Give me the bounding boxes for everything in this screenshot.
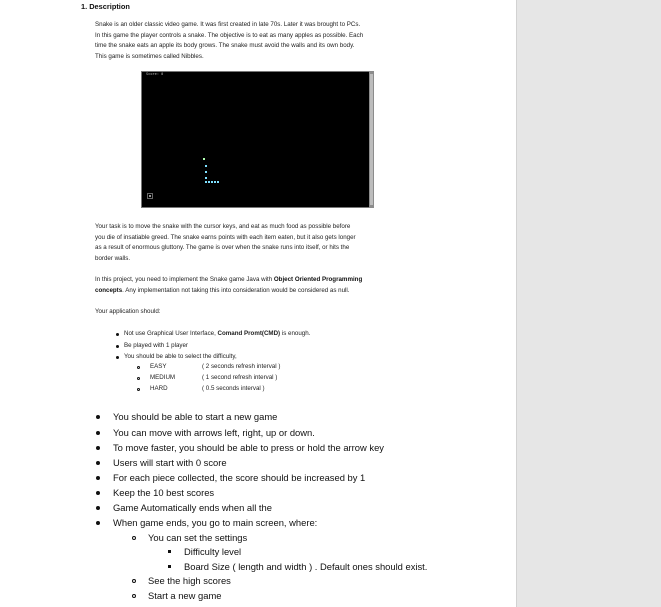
- square-bullet-icon: [168, 565, 171, 568]
- snake-segment: [205, 181, 207, 183]
- difficulty-label: EASY: [150, 363, 167, 370]
- bullet-icon: [96, 521, 100, 525]
- requirement-item: Be played with 1 player: [124, 342, 188, 349]
- bullet-icon: [96, 461, 100, 465]
- circle-bullet-icon: [132, 594, 136, 598]
- section-heading: 1. Description: [81, 2, 130, 11]
- project-bold: Object Oriented Programming: [273, 276, 363, 283]
- requirement-item: [124, 328, 310, 339]
- intro-line-4: This game is sometimes called Nibbles.: [95, 52, 204, 60]
- circle-bullet-icon: [137, 366, 140, 369]
- square-bullet-icon: [168, 550, 171, 553]
- difficulty-value: ( 0.5 seconds interval ): [202, 385, 265, 392]
- project-line-2: [95, 286, 350, 297]
- food-dot: [149, 195, 151, 197]
- difficulty-label: HARD: [150, 385, 168, 392]
- feature-item: Users will start with 0 score: [113, 457, 227, 468]
- project-bold-2: concepts: [95, 286, 123, 294]
- intro-line-3: time the snake eats an apple its body grows. The snake must avoid the walls and its own body.: [95, 42, 355, 49]
- snake-segment: [211, 181, 213, 183]
- bullet-icon: [96, 476, 100, 480]
- snake-game-screenshot: [141, 71, 374, 208]
- bullet-icon: [116, 345, 119, 348]
- circle-bullet-icon: [132, 536, 136, 540]
- feature-item: When game ends, you go to main screen, where:: [113, 517, 318, 528]
- requirement-bold: Comand Promt(CMD): [217, 330, 281, 337]
- task-line-4: border walls.: [95, 254, 131, 262]
- difficulty-value: ( 1 second refresh interval ): [202, 374, 278, 381]
- game-frame: [141, 71, 374, 208]
- snake-segment: [205, 177, 207, 179]
- settings-subitem: Board Size ( length and width ) . Default ones should exist.: [184, 561, 428, 572]
- feature-item: To move faster, you should be able to press or hold the arrow key: [113, 442, 384, 453]
- feature-item: You should be able to start a new game: [113, 411, 278, 422]
- snake-segment: [208, 181, 210, 183]
- feature-item: Game Automatically ends when all the: [113, 502, 272, 513]
- bullet-icon: [116, 333, 119, 336]
- feature-item: You can move with arrows left, right, up or down.: [113, 427, 315, 438]
- project-text-2: . Any implementation not taking this into consideration would be considered as null.: [122, 286, 350, 294]
- game-scrollbar-track: [370, 74, 373, 205]
- app-should-label: Your application should:: [95, 308, 161, 315]
- feature-item: For each piece collected, the score should be increased by 1: [113, 472, 366, 483]
- settings-subitem: Difficulty level: [184, 546, 242, 557]
- project-line-1: [95, 275, 362, 286]
- high-scores-item: See the high scores: [148, 575, 231, 586]
- snake-segment: [217, 181, 219, 183]
- intro-line-1: Snake is an older classic video game. It was first created in late 70s. Later it was brought to PCs.: [95, 21, 361, 28]
- feature-item: Keep the 10 best scores: [113, 487, 215, 498]
- task-line-1: Your task is to move the snake with the cursor keys, and eat as much food as possible before: [95, 223, 351, 230]
- bullet-icon: [96, 446, 100, 450]
- task-line-2: you die of insatiable greed. The snake earns points with each item eaten, but it also gets longer: [95, 233, 356, 241]
- requirement-text-end: is enough.: [280, 330, 311, 337]
- bullet-icon: [96, 506, 100, 510]
- snake-segment: [214, 181, 216, 183]
- requirement-item: You should be able to select the difficulty,: [124, 353, 237, 360]
- task-line-3: as a result of enormous gluttony. The game is over when the snake runs into itself, or hits the: [95, 244, 350, 251]
- bullet-icon: [116, 356, 119, 359]
- side-panel: [517, 0, 661, 607]
- snake-segment: [205, 165, 207, 167]
- snake-head: [203, 158, 205, 160]
- circle-bullet-icon: [137, 388, 140, 391]
- requirement-text: Not use Graphical User Interface,: [124, 330, 218, 337]
- bullet-icon: [96, 415, 100, 419]
- difficulty-label: MEDIUM: [150, 374, 176, 381]
- project-text: In this project, you need to implement the Snake game Java with: [95, 276, 274, 283]
- game-score: Score: 0: [146, 72, 164, 76]
- snake-segment: [205, 171, 207, 173]
- bullet-icon: [96, 431, 100, 435]
- new-game-item: Start a new game: [148, 590, 222, 601]
- circle-bullet-icon: [137, 377, 140, 380]
- circle-bullet-icon: [132, 579, 136, 583]
- settings-item: You can set the settings: [148, 532, 248, 543]
- bullet-icon: [96, 491, 100, 495]
- intro-line-2: In this game the player controls a snake. The objective is to eat as many apples as possible. Each: [95, 31, 364, 39]
- difficulty-value: ( 2 seconds refresh interval ): [202, 363, 281, 370]
